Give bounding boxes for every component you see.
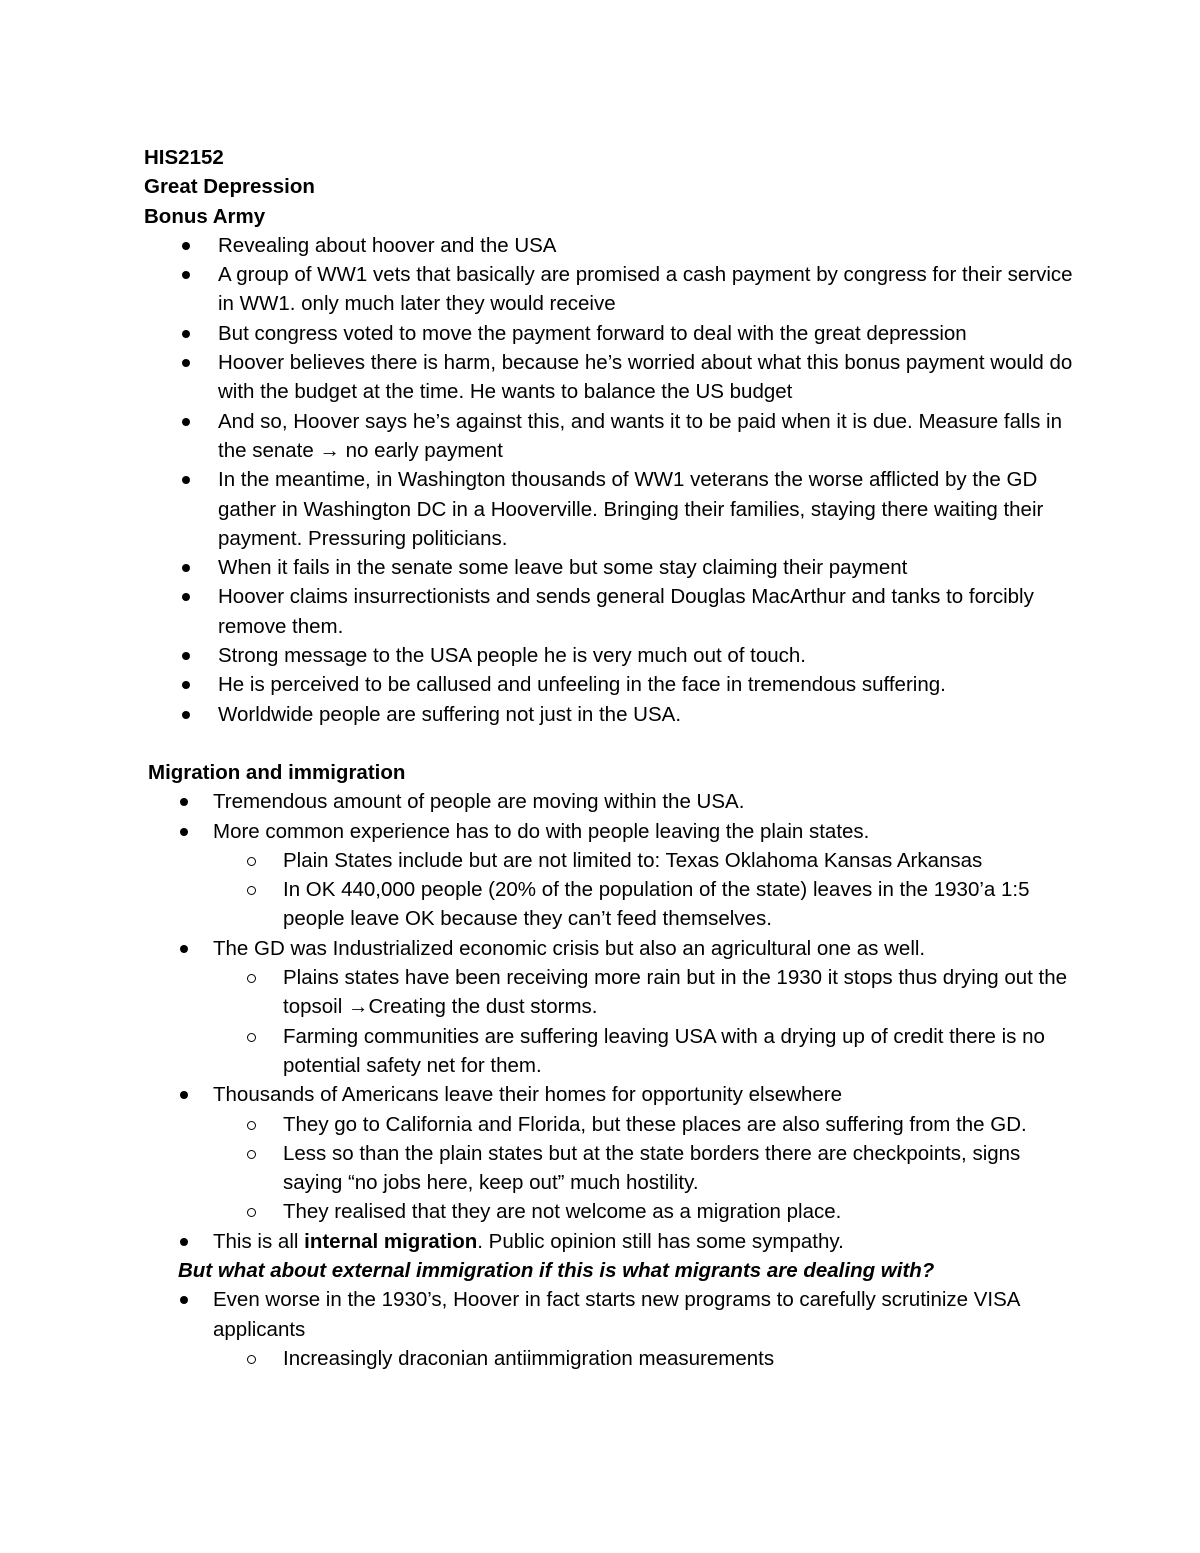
- list-item: Tremendous amount of people are moving within the USA.: [148, 787, 1074, 816]
- list-item: More common experience has to do with people leaving the plain states. Plain States include but are not limited to: Texas Oklahoma Kansas Arkansas In OK 440,000 people (20% of the population of the state) leaves in the 1930’a 1:5 people leave OK because they can’t feed themselves.: [148, 817, 1074, 934]
- list-item: And so, Hoover says he’s against this, and wants it to be paid when it is due. Measure falls in the senate → no early payment: [144, 407, 1074, 466]
- list-item: When it fails in the senate some leave but some stay claiming their payment: [144, 553, 1074, 582]
- list-item: Hoover believes there is harm, because he’s worried about what this bonus payment would do with the budget at the time. He wants to balance the US budget: [144, 348, 1074, 407]
- section-migration: [144, 758, 1074, 1373]
- list-item: But congress voted to move the payment forward to deal with the great depression: [144, 319, 1074, 348]
- sub-list-item: In OK 440,000 people (20% of the population of the state) leaves in the 1930’a 1:5 people leave OK because they can’t feed themselves.: [213, 875, 1074, 934]
- list-item: Hoover claims insurrectionists and sends general Douglas MacArthur and tanks to forcibly remove them.: [144, 582, 1074, 641]
- bullet-icon: [182, 652, 190, 660]
- bullet-icon: [182, 476, 190, 484]
- list-item: In the meantime, in Washington thousands of WW1 veterans the worse afflicted by the GD gather in Washington DC in a Hooverville. Bringing their families, staying there waiting their payment. Pressuring politicians.: [144, 465, 1074, 553]
- emphasis-internal-migration: internal migration: [304, 1229, 478, 1253]
- sub-list: [213, 1110, 1074, 1227]
- sub-list: [213, 963, 1074, 1080]
- immigration-list: [148, 1285, 1074, 1373]
- list-item: A group of WW1 vets that basically are promised a cash payment by congress for their service in WW1. only much later they would receive: [144, 260, 1074, 319]
- circle-bullet-icon: [247, 857, 256, 866]
- list-item: Thousands of Americans leave their homes for opportunity elsewhere They go to California and Florida, but these places are also suffering from the GD. Less so than the plain states but at the state borders there are checkpoints, signs saying “no jobs here, keep out” much hostility. They realised that they are not welcome as a migration place.: [148, 1080, 1074, 1226]
- sub-list-item: Plains states have been receiving more rain but in the 1930 it stops thus drying out the topsoil →Creating the dust storms.: [213, 963, 1074, 1022]
- list-item: The GD was Industrialized economic crisis but also an agricultural one as well. Plains states have been receiving more rain but in the 1930 it stops thus drying out the topsoil →Creating the dust storms. Farming communities are suffering leaving USA with a drying up of credit there is no potential safety net for them.: [148, 934, 1074, 1080]
- circle-bullet-icon: [247, 1208, 256, 1217]
- bullet-icon: [182, 593, 190, 601]
- bullet-icon: [182, 359, 190, 367]
- sub-list-item: Plain States include but are not limited to: Texas Oklahoma Kansas Arkansas: [213, 846, 1074, 875]
- sub-list-item: They realised that they are not welcome as a migration place.: [213, 1197, 1074, 1226]
- list-item: Even worse in the 1930’s, Hoover in fact starts new programs to carefully scrutinize VISA applicants Increasingly draconian antiimmigration measurements: [148, 1285, 1074, 1373]
- bullet-icon: [182, 681, 190, 689]
- bonus-army-list: [144, 231, 1074, 729]
- section-title-migration: Migration and immigration: [148, 760, 406, 784]
- bullet-icon: [180, 798, 188, 806]
- question-line: But what about external immigration if this is what migrants are dealing with?: [178, 1258, 935, 1282]
- sub-list-item: They go to California and Florida, but these places are also suffering from the GD.: [213, 1110, 1074, 1139]
- list-item: He is perceived to be callused and unfeeling in the face in tremendous suffering.: [144, 670, 1074, 699]
- bullet-icon: [182, 564, 190, 572]
- paragraph-spacer: [144, 729, 1074, 758]
- bullet-icon: [180, 828, 188, 836]
- section-title-bonus-army: Bonus Army: [144, 204, 266, 228]
- list-item: Worldwide people are suffering not just in the USA.: [144, 700, 1074, 729]
- list-item: Revealing about hoover and the USA: [144, 231, 1074, 260]
- circle-bullet-icon: [247, 1150, 256, 1159]
- bullet-icon: [180, 945, 188, 953]
- migration-list: [148, 787, 1074, 1256]
- circle-bullet-icon: [247, 886, 256, 895]
- circle-bullet-icon: [247, 974, 256, 983]
- sub-list: [213, 1344, 1074, 1373]
- course-code: HIS2152: [144, 146, 224, 169]
- sub-list-item: Farming communities are suffering leaving USA with a drying up of credit there is no potential safety net for them.: [213, 1022, 1074, 1081]
- bullet-icon: [182, 330, 190, 338]
- bullet-icon: [182, 418, 190, 426]
- topic-title: Great Depression: [144, 175, 315, 199]
- sub-list-item: Less so than the plain states but at the state borders there are checkpoints, signs saying “no jobs here, keep out” much hostility.: [213, 1139, 1074, 1198]
- bullet-icon: [182, 242, 190, 250]
- list-item: This is all internal migration. Public opinion still has some sympathy.: [148, 1227, 1074, 1256]
- circle-bullet-icon: [247, 1033, 256, 1042]
- sub-list: [213, 846, 1074, 934]
- document-body: [144, 143, 1074, 1373]
- bullet-icon: [182, 271, 190, 279]
- circle-bullet-icon: [247, 1355, 256, 1364]
- sub-list-item: Increasingly draconian antiimmigration measurements: [213, 1344, 1074, 1373]
- bullet-icon: [180, 1091, 188, 1099]
- bullet-icon: [180, 1238, 188, 1246]
- bullet-icon: [182, 711, 190, 719]
- list-item: Strong message to the USA people he is very much out of touch.: [144, 641, 1074, 670]
- circle-bullet-icon: [247, 1121, 256, 1130]
- bullet-icon: [180, 1296, 188, 1304]
